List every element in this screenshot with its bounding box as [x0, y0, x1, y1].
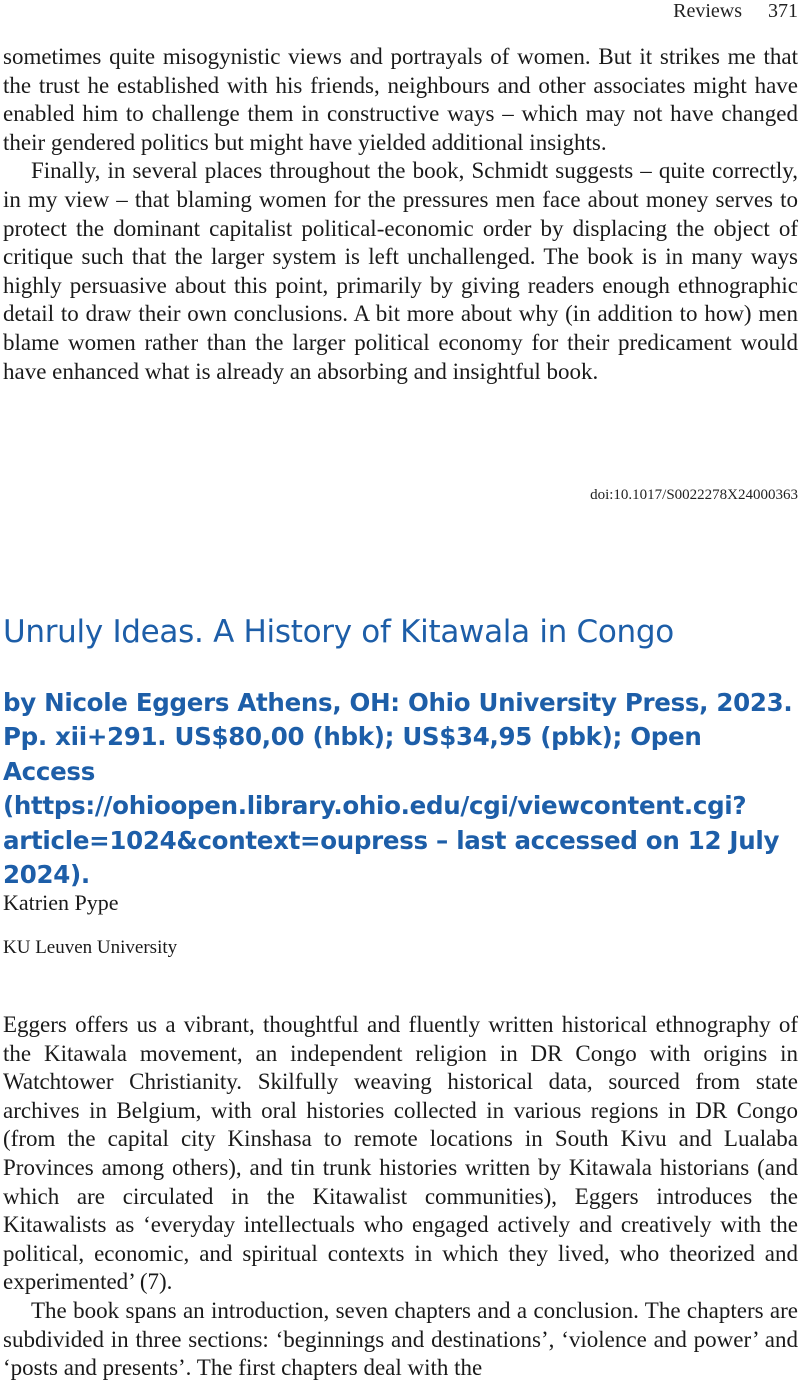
reviewer-name: Katrien Pype — [3, 890, 119, 915]
running-head-section: Reviews — [673, 0, 742, 22]
review-one-doi: doi:10.1017/S0022278X24000363 — [590, 487, 798, 503]
running-head — [673, 0, 798, 24]
reviewer-affiliation: KU Leuven University — [3, 937, 178, 958]
review-two-paragraph-1: Eggers offers us a vibrant, thoughtful and fluently written historical ethnography of the Kitawala movement, an independent religion in DR Congo with origins in Watchtower Christianity. Skilfully weaving historical data, sourced from state archives in Belgium, with oral histories collected in various regions in DR Congo (from the capital city Kinshasa to remote locations in South Kivu and Lualaba Provinces among others), and tin trunk histories written by Kitawala historians (and which are circulated in the Kitawalist communities), Eggers introduces the Kitawalists as ‘everyday intellectuals who engaged actively and creatively with the political, economic, and spiritual contexts in which they lived, who theorized and experimented’ (7). — [3, 1012, 798, 1295]
review-one-body — [3, 43, 798, 386]
review-two-paragraph-2: The book spans an introduction, seven chapters and a conclusion. The chapters are subdivided in three sections: ‘beginnings and destinations’, ‘violence and power’ and ‘posts and presents’. The first chapters deal with the — [3, 1297, 798, 1381]
book-title: Unruly Ideas. A History of Kitawala in Congo — [3, 614, 674, 650]
page-number: 371 — [768, 0, 798, 22]
review-two-body — [3, 1011, 798, 1383]
review-one-paragraph-2: Finally, in several places throughout the book, Schmidt suggests – quite correctly, in my view – that blaming women for the pressures men face about money serves to protect the dominant capitalist political-economic order by displacing the object of critique such that the larger system is left unchallenged. The book is in many ways highly persuasive about this point, primarily by giving readers enough ethnographic detail to draw their own conclusions. A bit more about why (in addition to how) men blame women rather than the larger political economy for their predicament would have enhanced what is already an absorbing and insightful book. — [3, 158, 798, 384]
book-details: by Nicole Eggers Athens, OH: Ohio University Press, 2023. Pp. xii+291. US$80,00 (hbk); US$34,95 (pbk); Open Access (https://ohioopen.library.ohio.edu/cgi/viewcontent.cgi?article=1024&context=oupress – last accessed on 12 July 2024). — [3, 688, 793, 890]
review-one-paragraph-1: sometimes quite misogynistic views and portrayals of women. But it strikes me that the trust he established with his friends, neighbours and other associates might have enabled him to challenge them in constructive ways – which may not have changed their gendered politics but might have yielded additional insights. — [3, 44, 798, 155]
